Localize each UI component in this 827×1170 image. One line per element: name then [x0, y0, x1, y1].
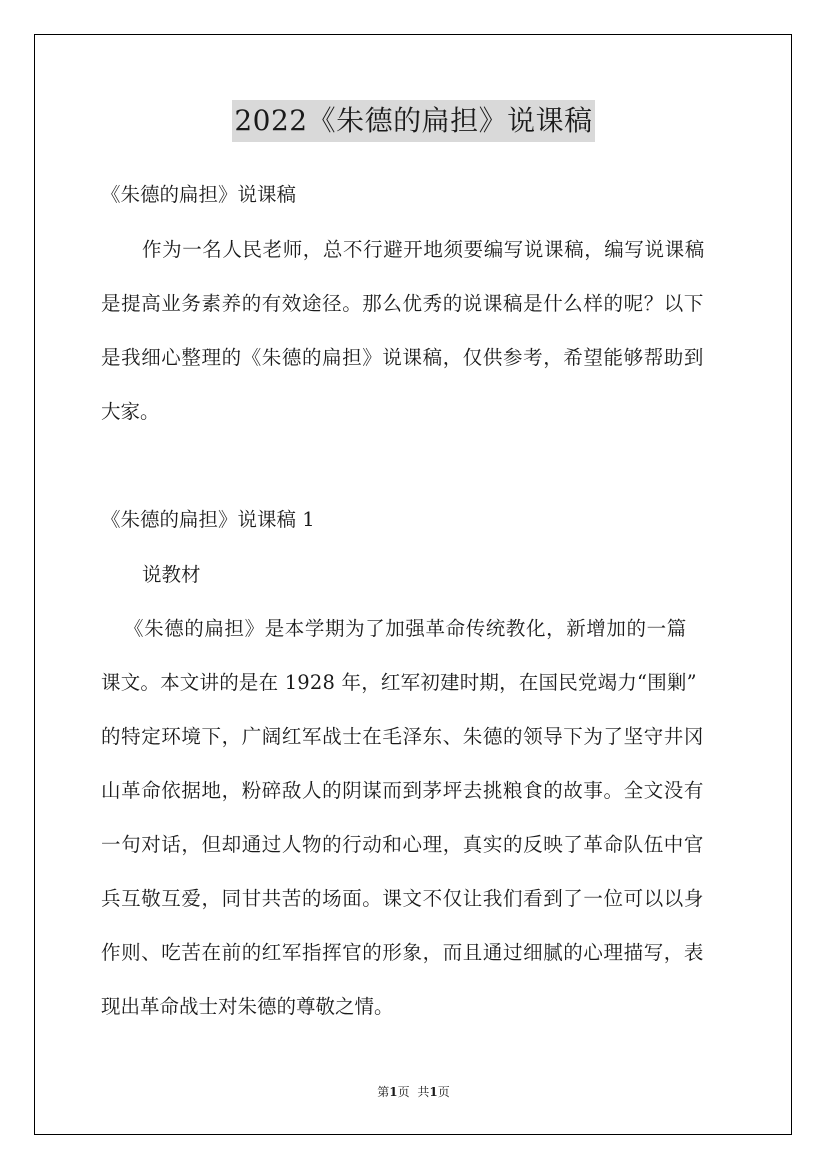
- body-line: 的特定环境下，广阔红军战士在毛泽东、朱德的领导下为了坚守井冈: [101, 725, 705, 748]
- intro-line: 是提高业务素养的有效途径。那么优秀的说课稿是什么样的呢？以下: [101, 292, 705, 315]
- footer-page-number: 1: [389, 1085, 398, 1099]
- body-line: 课文。本文讲的是在 1928 年，红军初建时期，在国民党竭力“围剿”: [101, 671, 697, 694]
- intro-line: 是我细心整理的《朱德的扁担》说课稿，仅供参考，希望能够帮助到: [101, 346, 705, 369]
- body-line: 山革命依据地，粉碎敌人的阴谋而到茅坪去挑粮食的故事。全文没有: [101, 779, 705, 802]
- intro-line: 作为一名人民老师，总不行避开地须要编写说课稿，编写说课稿: [142, 238, 705, 261]
- footer-total-prefix: 共: [417, 1085, 430, 1099]
- body-line: 《朱德的扁担》是本学期为了加强革命传统教化，新增加的一篇: [124, 617, 687, 640]
- section-subheading: 说教材: [142, 563, 201, 586]
- title-container: [0, 100, 827, 142]
- body-line: 现出革命战士对朱德的尊敬之情。: [101, 995, 394, 1018]
- footer-total-suffix: 页: [437, 1085, 450, 1099]
- intro-line: 大家。: [101, 400, 160, 423]
- body-line: 作则、吃苦在前的红军指挥官的形象，而且通过细腻的心理描写，表: [101, 941, 705, 964]
- body-line: 一句对话，但却通过人物的行动和心理，真实的反映了革命队伍中官: [101, 833, 705, 856]
- document-heading: 《朱德的扁担》说课稿: [101, 183, 297, 206]
- document-title: 2022《朱德的扁担》说课稿: [232, 100, 594, 142]
- body-line: 兵互敬互爱，同甘共苦的场面。课文不仅让我们看到了一位可以以身: [101, 887, 705, 910]
- footer-total-number: 1: [429, 1085, 438, 1099]
- section-heading: 《朱德的扁担》说课稿 1: [101, 508, 315, 531]
- footer-page-prefix: 第: [377, 1085, 390, 1099]
- page-footer: [0, 1083, 827, 1100]
- footer-page-suffix: 页: [397, 1085, 410, 1099]
